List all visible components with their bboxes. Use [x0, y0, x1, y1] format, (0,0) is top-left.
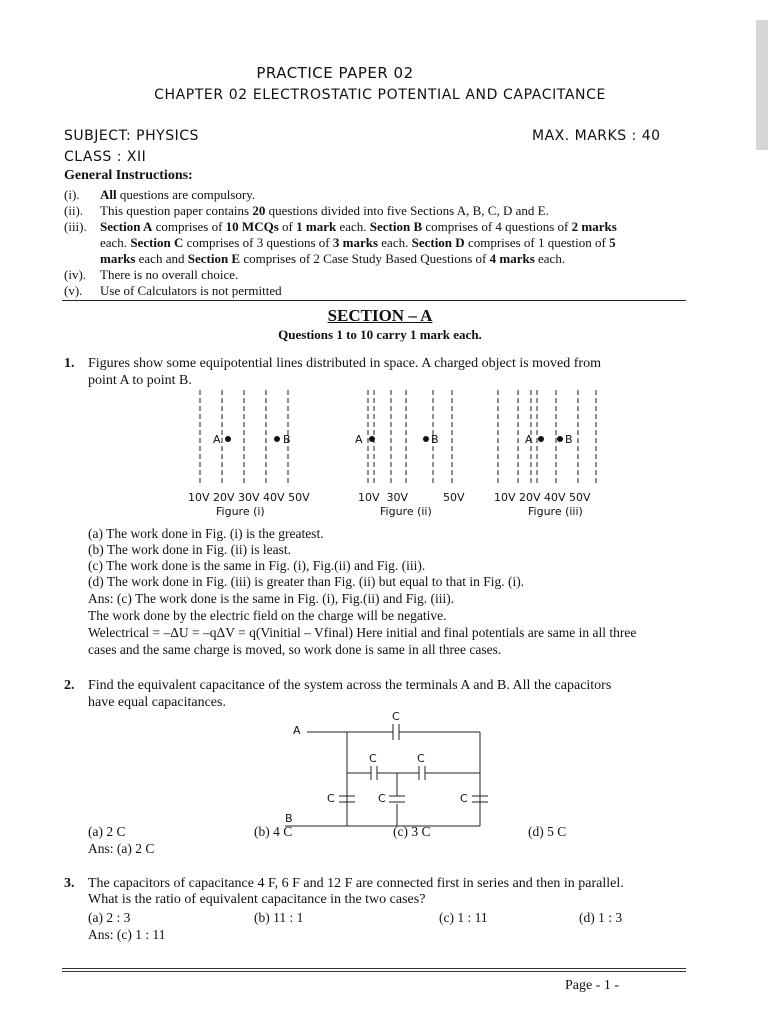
explanation-formula: Welectrical = –ΔU = –qΔV = q(Vinitial – Vfinal) Here initial and final potentials are same in all three: [88, 625, 637, 640]
capacitor-label: C: [392, 710, 400, 723]
max-marks-label: MAX. MARKS : 40: [532, 128, 661, 144]
instructions-heading: General Instructions:: [64, 168, 193, 183]
option-c: (c) 3 C: [393, 824, 431, 839]
instruction-num: (iv).: [64, 267, 87, 282]
question-text: point A to point B.: [88, 373, 192, 388]
instruction-num: (iii).: [64, 219, 87, 234]
option-a: (a) The work done in Fig. (i) is the greatest.: [88, 526, 324, 541]
section-title: SECTION – A: [327, 306, 433, 325]
explanation: The work done by the electric field on the charge will be negative.: [88, 608, 447, 623]
instruction-text: each. Section C comprises of 3 questions of 3 marks each. Section D comprises of 1 question of 5: [100, 235, 616, 250]
option-a: (a) 2 C: [88, 824, 126, 839]
footer-rule: [62, 968, 686, 969]
instruction-text: All questions are compulsory.: [100, 187, 256, 202]
question-number: 1.: [64, 356, 75, 371]
capacitor-label: C: [417, 752, 425, 765]
footer-rule: [62, 971, 686, 972]
scrollbar[interactable]: [756, 20, 768, 150]
point-b-dot: [274, 436, 280, 442]
figure-i-voltage-labels: 10V 20V 30V 40V 50V: [188, 491, 310, 504]
equipotential-figures: [180, 388, 610, 520]
point-b-label: B: [283, 433, 291, 446]
option-c: (c) The work done is the same in Fig. (i), Fig.(ii) and Fig. (iii).: [88, 558, 426, 573]
option-b: (b) 4 C: [254, 824, 293, 839]
option-d: (d) 5 C: [528, 824, 567, 839]
answer: Ans: (c) The work done is the same in Fig. (i), Fig.(ii) and Fig. (iii).: [88, 591, 455, 606]
question-text: Find the equivalent capacitance of the system across the terminals A and B. All the capacitors: [88, 678, 612, 693]
question-text: What is the ratio of equivalent capacitance in the two cases?: [88, 892, 426, 907]
instruction-text: This question paper contains 20 questions divided into five Sections A, B, C, D and E.: [100, 203, 549, 218]
point-b-dot: [423, 436, 429, 442]
point-a-dot: [538, 436, 544, 442]
divider: [62, 300, 686, 301]
question-text: have equal capacitances.: [88, 695, 226, 710]
figure-iii-caption: Figure (iii): [528, 505, 583, 518]
instruction-text: There is no overall choice.: [100, 267, 239, 282]
point-b-label: B: [565, 433, 573, 446]
figure-ii-voltage-labels: 10V 30V 50V: [358, 491, 465, 504]
paper-title: PRACTICE PAPER 02: [256, 64, 414, 82]
terminal-b-label: B: [285, 812, 293, 825]
figure-i-caption: Figure (i): [216, 505, 265, 518]
point-a-dot: [369, 436, 375, 442]
option-d: (d) The work done in Fig. (iii) is greater than Fig. (ii) but equal to that in Fig. (i).: [88, 574, 525, 589]
page-number: Page - 1 -: [565, 978, 620, 993]
option-d: (d) 1 : 3: [579, 910, 623, 925]
instruction-num: (ii).: [64, 203, 84, 218]
instruction-text: marks each and Section E comprises of 2 Case Study Based Questions of 4 marks each.: [100, 251, 566, 266]
subject-label: SUBJECT: PHYSICS: [64, 128, 199, 144]
capacitor-label: C: [378, 792, 386, 805]
figure-iii-voltage-labels: 10V 20V 40V 50V: [494, 491, 591, 504]
capacitor-label: C: [327, 792, 335, 805]
point-b-label: B: [431, 433, 439, 446]
question-text: Figures show some equipotential lines distributed in space. A charged object is moved from: [88, 356, 601, 371]
section-subtitle: Questions 1 to 10 carry 1 mark each.: [278, 327, 482, 342]
point-a-label: A: [525, 433, 533, 446]
point-a-label: A: [355, 433, 363, 446]
point-a-dot: [225, 436, 231, 442]
instruction-text: Section A comprises of 10 MCQs of 1 mark each. Section B comprises of 4 questions of 2 marks: [100, 219, 617, 234]
answer: Ans: (c) 1 : 11: [88, 927, 166, 942]
option-c: (c) 1 : 11: [439, 910, 488, 925]
capacitor-label: C: [460, 792, 468, 805]
answer: Ans: (a) 2 C: [88, 841, 155, 856]
option-a: (a) 2 : 3: [88, 910, 131, 925]
option-b: (b) The work done in Fig. (ii) is least.: [88, 542, 291, 557]
class-label: CLASS : XII: [64, 149, 147, 165]
option-b: (b) 11 : 1: [254, 910, 304, 925]
question-text: The capacitors of capacitance 4 F, 6 F and 12 F are connected first in series and then in parallel.: [88, 876, 624, 891]
figure-ii-caption: Figure (ii): [380, 505, 432, 518]
point-a-label: A: [213, 433, 221, 446]
terminal-a-label: A: [293, 724, 301, 737]
explanation: cases and the same charge is moved, so work done is same in all three cases.: [88, 642, 502, 657]
capacitor-circuit: [285, 708, 495, 833]
capacitor-label: C: [369, 752, 377, 765]
question-number: 3.: [64, 876, 75, 891]
chapter-title: CHAPTER 02 ELECTROSTATIC POTENTIAL AND CAPACITANCE: [154, 87, 606, 103]
point-b-dot: [557, 436, 563, 442]
instruction-num: (v).: [64, 283, 83, 298]
instruction-text: Use of Calculators is not permitted: [100, 283, 282, 298]
question-number: 2.: [64, 678, 75, 693]
instruction-num: (i).: [64, 187, 80, 202]
